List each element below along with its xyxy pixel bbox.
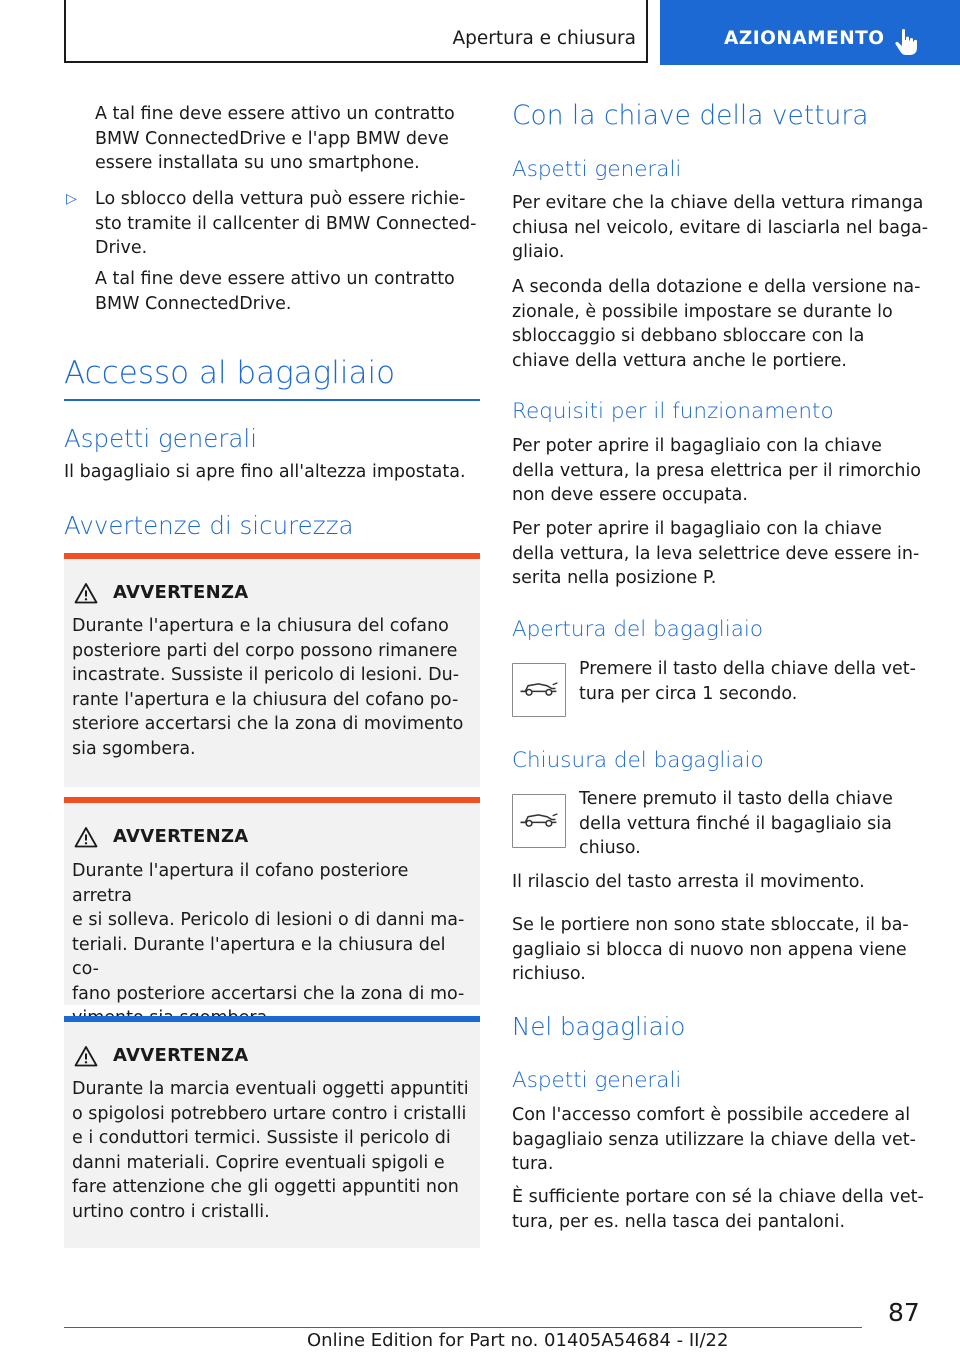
heading-general-right: Aspetti generali: [512, 157, 682, 182]
opening-text: [579, 657, 929, 706]
text-line: Durante l'apertura e la chiusura del cofano: [72, 616, 449, 636]
text-line: posteriore parti del corpo possono rimanere: [72, 640, 458, 661]
text-line: Per poter aprire il bagagliaio con la chiave: [512, 519, 882, 539]
text-line: della vettura, la presa elettrica per il rimorchio: [512, 460, 922, 481]
warning-title: AVVERTENZA: [113, 1045, 249, 1066]
warning-text: [72, 1077, 472, 1224]
edition-text: Online Edition for Part no. 01405A54684 - II/22: [307, 1330, 729, 1351]
text-line: sia sgombera.: [72, 738, 196, 759]
car-tailgate-key-icon: [512, 663, 566, 717]
requirements-paragraph-2: [512, 517, 932, 591]
warning-box-2: [64, 797, 480, 1005]
text-line: BMW ConnectedDrive.: [95, 293, 292, 314]
heading-requirements: Requisiti per il funzionamento: [512, 399, 834, 424]
text-line: essere installata su uno smartphone.: [95, 153, 420, 173]
text-line: e si solleva. Pericolo di lesioni o di danni ma-: [72, 910, 465, 930]
text-line: danni materiali. Coprire eventuali spigoli e: [72, 1152, 445, 1173]
heading-rule: [64, 399, 480, 401]
text-line: A tal fine deve essere attivo un contratto: [95, 104, 455, 124]
requirements-paragraph-1: [512, 434, 932, 508]
warning-box-1: [64, 553, 480, 787]
heading-in-trunk: Nel bagagliaio: [512, 1012, 686, 1041]
text-line: fare attenzione che gli oggetti appuntiti non: [72, 1177, 459, 1197]
text-line: Tenere premuto il tasto della chiave: [579, 789, 893, 809]
hand-pointer-icon: [893, 28, 919, 56]
text-line: steriore accertarsi che la zona di movimento: [72, 714, 464, 734]
text-line: Drive.: [95, 238, 148, 258]
warning-box-3: [64, 1016, 480, 1248]
text-line: gagliaio si blocca di nuovo non appena viene: [512, 939, 907, 960]
text-line: BMW ConnectedDrive e l'app BMW deve: [95, 128, 449, 149]
heading-closing: Chiusura del bagagliaio: [512, 748, 764, 773]
text-line: A seconda della dotazione e della versione na-: [512, 277, 921, 297]
closing-paragraph-1: Il rilascio del tasto arresta il movimento.: [512, 872, 865, 892]
text-line: tura.: [512, 1154, 554, 1174]
warning-text: [72, 614, 472, 761]
text-line: Premere il tasto della chiave della vet-: [579, 659, 916, 679]
closing-text: [579, 787, 929, 861]
footer-rule: [64, 1327, 862, 1328]
general-paragraph-2: [512, 275, 932, 373]
text-line: chiusa nel veicolo, evitare di lasciarla nel baga-: [512, 217, 929, 238]
text-line: e i conduttori termici. Sussiste il pericolo di: [72, 1128, 451, 1148]
text-line: Durante l'apertura il cofano posteriore arretra: [72, 861, 409, 906]
text-line: o spigolosi potrebbero urtare contro i cristalli: [72, 1103, 467, 1124]
heading-opening: Apertura del bagagliaio: [512, 617, 764, 642]
general-text: Il bagagliaio si apre fino all'altezza impostata.: [64, 462, 466, 482]
text-line: Con l'accesso comfort è possibile accedere al: [512, 1105, 911, 1125]
text-line: sto tramite il callcenter di BMW Connected-: [95, 213, 477, 234]
text-line: chiave della vettura anche le portiere.: [512, 350, 847, 371]
warning-bar: [64, 553, 480, 559]
text-line: A tal fine deve essere attivo un contratto: [95, 269, 455, 289]
text-line: urtino contro i cristalli.: [72, 1201, 270, 1222]
text-line: sbloccaggio si debbano sbloccare con la: [512, 326, 865, 346]
warning-bar: [64, 1016, 480, 1022]
chapter-title: AZIONAMENTO: [724, 28, 885, 49]
inside-paragraph-1: [512, 1103, 932, 1177]
heading-general: Aspetti generali: [64, 424, 258, 453]
heading-with-key: Con la chiave della vettura: [512, 100, 869, 131]
text-line: Lo sblocco della vettura può essere richie-: [95, 189, 466, 209]
inside-paragraph-2: [512, 1185, 932, 1234]
car-tailgate-key-icon: [513, 664, 564, 715]
text-line: È sufficiente portare con sé la chiave della vet-: [512, 1187, 924, 1207]
text-line: teriali. Durante l'apertura e la chiusura del co-: [72, 934, 446, 979]
text-line: Per poter aprire il bagagliaio con la chiave: [512, 436, 882, 456]
bullet-marker: ▷: [66, 191, 77, 207]
heading-general-inside: Aspetti generali: [512, 1068, 682, 1093]
text-line: gliaio.: [512, 242, 565, 262]
text-line: tura per circa 1 secondo.: [579, 683, 798, 704]
text-line: serita nella posizione P.: [512, 568, 717, 588]
page-number: 87: [888, 1298, 920, 1327]
contract-paragraph-2: [95, 267, 475, 316]
warning-triangle-icon: [74, 582, 98, 604]
text-line: zionale, è possibile impostare se durante lo: [512, 301, 893, 322]
bullet-item: [95, 187, 480, 261]
text-line: incastrate. Sussiste il pericolo di lesioni. Du-: [72, 665, 460, 685]
car-tailgate-key-icon: [512, 794, 566, 848]
heading-trunk-access: Accesso al bagagliaio: [64, 355, 396, 391]
text-line: non deve essere occupata.: [512, 485, 748, 505]
text-line: bagagliaio senza utilizzare la chiave della vet-: [512, 1129, 916, 1150]
text-line: chiuso.: [579, 838, 641, 858]
general-paragraph-1: [512, 191, 932, 265]
text-line: richiuso.: [512, 964, 586, 984]
section-title: Apertura e chiusura: [452, 28, 636, 49]
warning-title: AVVERTENZA: [113, 582, 249, 603]
warning-triangle-icon: [74, 826, 98, 848]
text-line: tura, per es. nella tasca dei pantaloni.: [512, 1211, 846, 1232]
text-line: rante l'apertura e la chiusura del cofano po-: [72, 689, 459, 710]
warning-text: [72, 859, 472, 1031]
car-tailgate-key-icon: [513, 795, 564, 846]
warning-bar: [64, 797, 480, 803]
warning-title: AVVERTENZA: [113, 826, 249, 847]
text-line: Se le portiere non sono state sbloccate, il ba-: [512, 915, 909, 935]
contract-paragraph-1: [95, 102, 475, 176]
warning-triangle-icon: [74, 1045, 98, 1067]
text-line: della vettura, la leva selettrice deve essere in-: [512, 543, 920, 564]
closing-paragraph-2: [512, 913, 932, 987]
text-line: Per evitare che la chiave della vettura rimanga: [512, 193, 924, 213]
heading-safety: Avvertenze di sicurezza: [64, 511, 354, 540]
text-line: Durante la marcia eventuali oggetti appuntiti: [72, 1079, 469, 1099]
text-line: fano posteriore accertarsi che la zona di mo-: [72, 983, 465, 1004]
text-line: della vettura finché il bagagliaio sia: [579, 813, 892, 834]
